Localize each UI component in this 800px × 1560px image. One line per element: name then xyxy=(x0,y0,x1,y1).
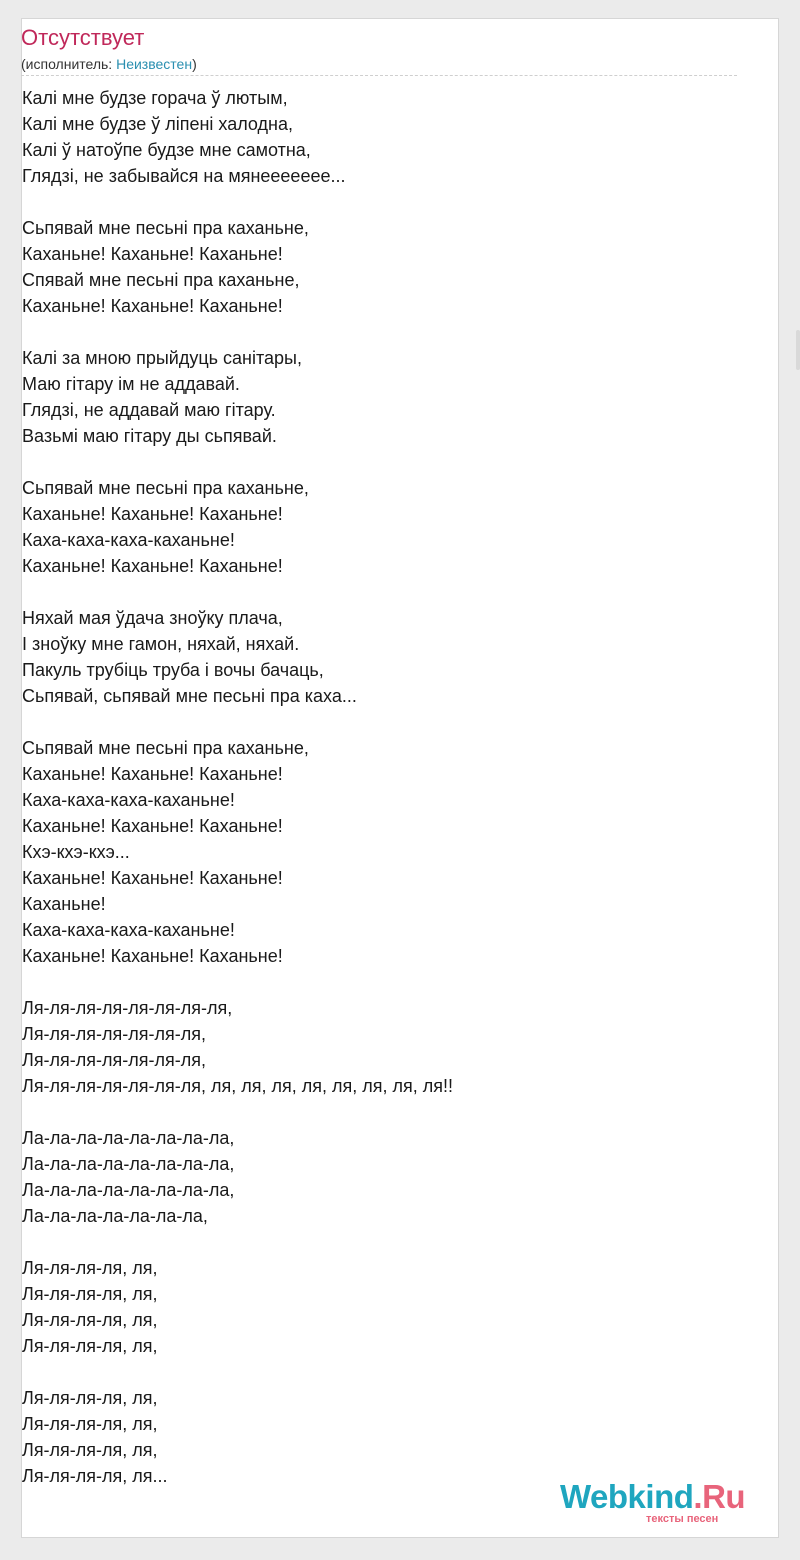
lyrics-stanza xyxy=(22,215,453,319)
lyrics-line: Глядзі, не забывайся на мянеееееее... xyxy=(22,166,346,186)
lyrics-line: Калі мне будзе ў ліпені халодна, xyxy=(22,114,293,134)
logo-tagline: тексты песен xyxy=(646,1513,719,1525)
lyrics-stanza xyxy=(22,345,453,449)
lyrics-line: Калі мне будзе горача ў лютым, xyxy=(22,88,288,108)
lyrics-line: Ля-ля-ля-ля, ля... xyxy=(22,1466,168,1486)
lyrics-line: Каханьне! Каханьне! Каханьне! xyxy=(22,504,283,524)
lyrics-line: Глядзі, не аддавай маю гітару. xyxy=(22,400,276,420)
lyrics-line: Вазьмі маю гітару ды сьпявай. xyxy=(22,426,277,446)
lyrics-stanza xyxy=(22,1385,453,1489)
lyrics-line: Ла-ла-ла-ла-ла-ла-ла, xyxy=(22,1206,208,1226)
lyrics-stanza xyxy=(22,605,453,709)
scrollbar[interactable] xyxy=(796,330,800,370)
artist-prefix: (исполнитель: xyxy=(21,56,117,72)
lyrics-line: Каханьне! Каханьне! Каханьне! xyxy=(22,868,283,888)
header-divider xyxy=(21,75,737,76)
lyrics-line: Ла-ла-ла-ла-ла-ла-ла-ла, xyxy=(22,1128,235,1148)
lyrics-stanza xyxy=(22,1255,453,1359)
lyrics-line: Каха-каха-каха-каханьне! xyxy=(22,790,235,810)
lyrics-line: Няхай мая ўдача зноўку плача, xyxy=(22,608,283,628)
artist-line xyxy=(21,55,197,73)
lyrics-line: І зноўку мне гамон, няхай, няхай. xyxy=(22,634,300,654)
lyrics-line: Калі за мною прыйдуць санітары, xyxy=(22,348,302,368)
lyrics-line: Каханьне! Каханьне! Каханьне! xyxy=(22,764,283,784)
lyrics-line: Каха-каха-каха-каханьне! xyxy=(22,920,235,940)
lyrics-line: Каханьне! Каханьне! Каханьне! xyxy=(22,296,283,316)
lyrics-line: Сьпявай, сьпявай мне песьні пра каха... xyxy=(22,686,357,706)
lyrics-stanza xyxy=(22,1125,453,1229)
lyrics-line: Спявай мне песьні пра каханьне, xyxy=(22,270,300,290)
lyrics-line: Ля-ля-ля-ля, ля, xyxy=(22,1310,158,1330)
lyrics-line: Ля-ля-ля-ля, ля, xyxy=(22,1414,158,1434)
lyrics-line: Ля-ля-ля-ля, ля, xyxy=(22,1336,158,1356)
lyrics-line: Каханьне! Каханьне! Каханьне! xyxy=(22,244,283,264)
lyrics-line: Каханьне! Каханьне! Каханьне! xyxy=(22,556,283,576)
webkind-logo[interactable] xyxy=(560,1479,760,1523)
lyrics-line: Ля-ля-ля-ля-ля-ля-ля, xyxy=(22,1024,207,1044)
lyrics-line: Сьпявай мне песьні пра каханьне, xyxy=(22,738,309,758)
lyrics-line: Кхэ-кхэ-кхэ... xyxy=(22,842,130,862)
lyrics-stanza xyxy=(22,475,453,579)
lyrics-line: Ля-ля-ля-ля, ля, xyxy=(22,1440,158,1460)
lyrics-line: Ля-ля-ля-ля-ля-ля-ля-ля, xyxy=(22,998,233,1018)
lyrics-line: Каха-каха-каха-каханьне! xyxy=(22,530,235,550)
lyrics-line: Ла-ла-ла-ла-ла-ла-ла-ла, xyxy=(22,1180,235,1200)
logo-wordmark xyxy=(560,1479,745,1515)
lyrics-line: Ла-ла-ла-ла-ла-ла-ла-ла, xyxy=(22,1154,235,1174)
artist-link[interactable]: Неизвестен xyxy=(116,56,193,72)
lyrics-line: Маю гітару ім не аддавай. xyxy=(22,374,240,394)
lyrics-line: Каханьне! Каханьне! Каханьне! xyxy=(22,816,283,836)
lyrics-line: Ля-ля-ля-ля-ля-ля-ля, xyxy=(22,1050,207,1070)
lyrics-line: Ля-ля-ля-ля, ля, xyxy=(22,1284,158,1304)
lyrics-text xyxy=(22,85,453,1489)
logo-domain: .Ru xyxy=(693,1478,746,1515)
logo-word: Webkind xyxy=(560,1478,694,1515)
lyrics-stanza xyxy=(22,85,453,189)
lyrics-line: Ля-ля-ля-ля-ля-ля-ля, ля, ля, ля, ля, ля, ля, ля, ля!! xyxy=(22,1076,454,1096)
lyrics-line: Пакуль трубіць труба і вочы бачаць, xyxy=(22,660,324,680)
song-title: Отсутствует xyxy=(21,25,145,50)
artist-suffix: ) xyxy=(192,56,197,72)
lyrics-line: Сьпявай мне песьні пра каханьне, xyxy=(22,478,309,498)
lyrics-line: Ля-ля-ля-ля, ля, xyxy=(22,1388,158,1408)
lyrics-line: Калі ў натоўпе будзе мне самотна, xyxy=(22,140,311,160)
lyrics-line: Каханьне! xyxy=(22,894,106,914)
lyrics-stanza xyxy=(22,735,453,969)
lyrics-line: Каханьне! Каханьне! Каханьне! xyxy=(22,946,283,966)
lyrics-line: Ля-ля-ля-ля, ля, xyxy=(22,1258,158,1278)
lyrics-line: Сьпявай мне песьні пра каханьне, xyxy=(22,218,309,238)
lyrics-stanza xyxy=(22,995,453,1099)
